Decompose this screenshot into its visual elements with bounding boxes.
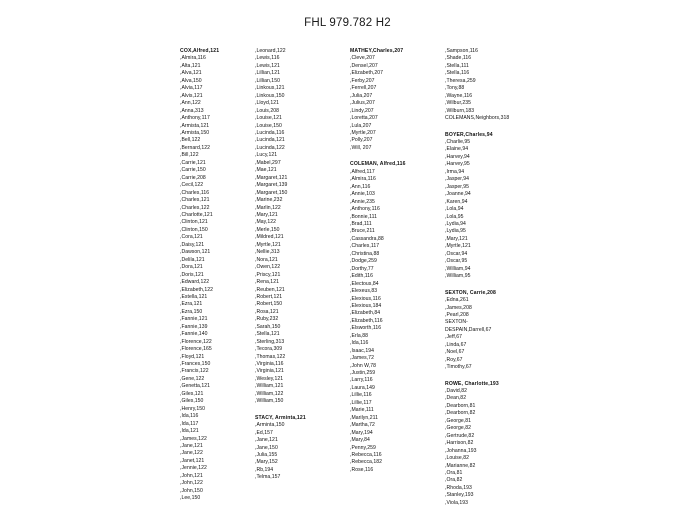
index-entry: ,John,121 <box>180 472 203 479</box>
index-entry: ,Wesley,121 <box>255 375 284 382</box>
index-entry: ,Julius,207 <box>350 100 375 107</box>
index-entry: ,Marianne,82 <box>445 462 476 469</box>
index-entry: ,Ezra,150 <box>180 308 203 315</box>
index-entry: COLEMANS,Neighbors,318 <box>445 115 510 122</box>
index-entry: ,Alfred,117 <box>350 168 375 175</box>
index-entry: ,Lydia,94 <box>445 220 466 227</box>
index-entry: ,Dearborn,81 <box>445 402 476 409</box>
index-entry: ,Carrie,208 <box>180 174 206 181</box>
index-entry: ,Daisy,121 <box>180 241 205 248</box>
index-entry: ,Penny,259 <box>350 444 376 451</box>
index-entry: ,Viola,193 <box>445 499 469 506</box>
index-entry: ,Lydia,95 <box>445 228 466 235</box>
index-entry: ,Marine,232 <box>255 197 283 204</box>
index-entry: ,Giles,121 <box>180 390 204 397</box>
surname-heading: SEXTON, Carrie,208 <box>445 289 497 296</box>
index-entry: ,Myrtle,121 <box>445 243 471 250</box>
index-entry: ,Lillian,121 <box>255 70 280 77</box>
index-entry: ,Louis,208 <box>255 107 280 114</box>
index-entry: ,Sterling,313 <box>255 338 285 345</box>
index-entry: ,Telma,157 <box>255 474 281 481</box>
surname-block-mathey <box>350 48 445 152</box>
surname-block-stacy <box>255 415 350 482</box>
index-entry: ,William,150 <box>255 398 284 405</box>
index-entry: ,David,82 <box>445 388 467 395</box>
index-entry: ,William,95 <box>445 273 471 280</box>
index-entry: ,Dodge,259 <box>350 258 377 265</box>
index-entry: ,Loretta,207 <box>350 115 378 122</box>
index-entry: ,Ferrell,207 <box>350 85 377 92</box>
index-entry: ,Lola,95 <box>445 213 464 220</box>
index-entry: ,Bill,122 <box>180 152 199 159</box>
index-entry: ,Charles,122 <box>180 204 210 211</box>
index-entry: ,John,150 <box>180 487 203 494</box>
index-entry: ,Rhoda,193 <box>445 484 472 491</box>
index-entry: ,Marlin,122 <box>255 204 281 211</box>
index-entry: ,Robert,150 <box>255 301 283 308</box>
index-entry: ,Edward,122 <box>180 279 210 286</box>
index-entry: ,Almira,116 <box>180 55 206 62</box>
index-entry: ,Lloyd,121 <box>255 100 280 107</box>
index-entry: ,Lindy,207 <box>350 107 374 114</box>
index-entry: ,Rena,121 <box>255 279 279 286</box>
index-entry: ,Marilyn,211 <box>350 414 378 421</box>
index-entry: ,Gertrude,82 <box>445 432 475 439</box>
index-entry: ,Elexious,116 <box>350 295 381 302</box>
index-entry: ,Electous,84 <box>350 280 379 287</box>
index-entry: ,Wilbur,235 <box>445 100 472 107</box>
index-entry: ,Merle,150 <box>255 226 280 233</box>
index-entry: ,Cassandra,88 <box>350 235 384 242</box>
index-entry: ,Carrie,121 <box>180 159 206 166</box>
index-entry: ,Will, 207 <box>350 144 372 151</box>
index-entry: ,Elexious,184 <box>350 302 382 309</box>
index-entry: ,Giles,150 <box>180 398 204 405</box>
index-entry: ,Arminta,150 <box>255 422 285 429</box>
index-entry: ,Genetta,121 <box>180 383 211 390</box>
index-entry: ,Bell,122 <box>180 137 201 144</box>
index-entry: ,Charlotte,121 <box>180 211 213 218</box>
index-entry: ,William,122 <box>255 390 284 397</box>
index-entry: ,May,122 <box>255 219 276 226</box>
index-entry: ,Margaret,139 <box>255 182 288 189</box>
index-entry: DESPAIN,Darrell,67 <box>445 326 492 333</box>
surname-heading: BOYER,Charles,94 <box>445 131 493 138</box>
index-entry: ,William,121 <box>255 383 284 390</box>
index-entry: ,Ruby,232 <box>255 316 279 323</box>
index-entry: ,Rosa,121 <box>255 308 279 315</box>
index-entry: ,Elizabeth,116 <box>350 317 383 324</box>
surname-heading: STACY, Arminta,121 <box>255 414 306 421</box>
index-entry: ,Julia,207 <box>350 92 373 99</box>
index-entry: ,Doris,121 <box>180 271 204 278</box>
index-entry: ,Ida,116 <box>180 413 199 420</box>
surname-heading: ROWE, Charlotte,193 <box>445 380 499 387</box>
index-entry: ,Marie,111 <box>350 407 374 414</box>
index-entry: ,Elizabeth,207 <box>350 70 383 77</box>
index-entry: ,George,82 <box>445 425 471 432</box>
index-entry: ,Dora,121 <box>180 264 203 271</box>
index-entry: ,Janet,121 <box>180 457 205 464</box>
index-entry: ,Erla,88 <box>350 332 368 339</box>
surname-block-rowe <box>445 381 595 507</box>
index-entry: ,Jane,150 <box>255 444 278 451</box>
index-entry: ,Reuben,121 <box>255 286 285 293</box>
surname-block-boyer <box>445 132 595 281</box>
index-entry: ,Ann,122 <box>180 100 201 107</box>
index-entry: ,George,81 <box>445 417 471 424</box>
index-entry: ,Mary,121 <box>255 211 278 218</box>
index-entry: ,Louise,121 <box>255 115 282 122</box>
index-entry: ,Elizabeth,122 <box>180 286 213 293</box>
index-entry: ,Mary,194 <box>350 429 373 436</box>
index-entry: ,Dorthy,77 <box>350 265 374 272</box>
index-entry: ,Jasper,94 <box>445 176 470 183</box>
index-entry: ,Margaret,150 <box>255 189 288 196</box>
index-entry: ,Martha,72 <box>350 422 375 429</box>
index-entry: ,Lillie,117 <box>350 399 372 406</box>
index-entry: ,Elaine,94 <box>445 146 469 153</box>
index-entry: ,Anthony,116 <box>350 206 380 213</box>
index-entry: ,Robert,121 <box>255 293 283 300</box>
index-entry: ,Lucinda,121 <box>255 137 285 144</box>
index-entry: ,Fannie,140 <box>180 331 208 338</box>
surname-heading: MATHEY,Charles,207 <box>350 48 404 54</box>
index-entry: ,Virginia,116 <box>255 361 284 368</box>
index-entry: ,Mary,152 <box>255 459 278 466</box>
index-entry: ,Jane,122 <box>180 450 203 457</box>
index-entry: ,Lula,207 <box>350 122 372 129</box>
index-entry: ,Lewis,121 <box>255 62 280 69</box>
index-entry: ,Irma,94 <box>445 168 465 175</box>
index-entry: ,Clinton,121 <box>180 219 208 226</box>
index-entry: ,Mabel,297 <box>255 159 281 166</box>
index-entry: ,Alva,121 <box>180 70 202 77</box>
index-entry: ,Ora,82 <box>445 477 463 484</box>
column-2 <box>255 48 350 482</box>
index-entry: ,Anna,313 <box>180 107 204 114</box>
index-entry: ,Harvey,95 <box>445 161 470 168</box>
index-entry: ,Lee,150 <box>180 495 201 502</box>
index-entry: ,Johanna,193 <box>445 447 477 454</box>
index-entry: ,Henry,150 <box>180 405 206 412</box>
surname-heading: COLEMAN, Alfred,116 <box>350 161 406 168</box>
index-entry: ,Harvey,94 <box>445 153 470 160</box>
index-entry: ,Alvis,121 <box>180 92 203 99</box>
index-entry: ,Floyd,121 <box>180 353 205 360</box>
index-entry: ,Joanne,94 <box>445 191 471 198</box>
index-entry: ,Charles,117 <box>350 243 380 250</box>
index-entry: ,Rose,116 <box>350 466 374 473</box>
index-entry: ,Larry,116 <box>350 377 373 384</box>
index-columns <box>180 48 690 507</box>
index-entry: ,Lucinda,116 <box>255 129 285 136</box>
index-entry: ,James,122 <box>180 435 207 442</box>
index-entry: ,Bernard,122 <box>180 144 211 151</box>
surname-block-coleman <box>350 161 445 474</box>
index-entry: ,John W,78 <box>350 362 376 369</box>
index-entry: ,Bonnie,111 <box>350 213 377 220</box>
index-entry: ,Edna,261 <box>445 297 469 304</box>
index-entry: ,Elizabeth,84 <box>350 310 381 317</box>
index-entry: ,Cleve,207 <box>350 55 375 62</box>
surname-block-sexton <box>445 290 595 372</box>
index-entry: ,Lucy,121 <box>255 152 278 159</box>
index-entry: ,Isaac,194 <box>350 347 375 354</box>
surname-heading: COX,Alfred,121 <box>180 48 220 54</box>
index-entry: ,Wayne,116 <box>445 92 473 99</box>
index-entry: ,Elsworth,116 <box>350 325 382 332</box>
column-1 <box>180 48 255 503</box>
index-entry: ,Fannie,139 <box>180 323 208 330</box>
index-entry: ,Delila,121 <box>180 256 205 263</box>
index-entry: ,Florence,165 <box>180 346 212 353</box>
index-entry: ,Jasper,95 <box>445 183 470 190</box>
index-entry: ,Fannie,121 <box>180 316 208 323</box>
index-entry: ,Myrtle,207 <box>350 129 376 136</box>
index-entry: ,Clinton,150 <box>180 226 208 233</box>
index-entry: ,Linda,67 <box>445 341 467 348</box>
column-4 <box>445 48 595 507</box>
index-entry: ,Julia,155 <box>255 452 278 459</box>
index-entry: ,Lewis,116 <box>255 55 280 62</box>
index-entry: ,Ida,116 <box>350 340 369 347</box>
index-entry: ,Densel,207 <box>350 62 378 69</box>
index-entry: SEXTON- <box>445 319 468 326</box>
index-entry: ,Rb,194 <box>255 466 274 473</box>
surname-block-continued <box>255 48 350 406</box>
index-entry: ,Alva,150 <box>180 77 202 84</box>
index-entry: ,Annie,103 <box>350 191 375 198</box>
index-entry: ,Charles,116 <box>180 189 210 196</box>
index-entry: ,Noel,67 <box>445 349 465 356</box>
index-entry: ,Harrison,82 <box>445 440 474 447</box>
index-entry: ,Stella,121 <box>255 331 280 338</box>
index-entry: ,Elexeus,83 <box>350 288 378 295</box>
index-entry: ,Frances,150 <box>180 361 211 368</box>
index-entry: ,Nellie,313 <box>255 249 280 256</box>
index-entry: ,Nora,121 <box>255 256 278 263</box>
index-entry: ,Mae,121 <box>255 167 277 174</box>
index-entry: ,Louise,150 <box>255 122 282 129</box>
index-entry: ,Brad,111 <box>350 220 372 227</box>
index-entry: ,Edith,116 <box>350 273 374 280</box>
index-entry: ,Margaret,121 <box>255 174 288 181</box>
index-entry: ,Virginia,121 <box>255 368 284 375</box>
index-entry: ,Theresa,259 <box>445 77 476 84</box>
index-entry: ,Mildred,121 <box>255 234 284 241</box>
index-entry: ,Jane,121 <box>180 443 203 450</box>
index-entry: ,Rebecca,116 <box>350 452 382 459</box>
index-entry: ,Armista,121 <box>180 122 210 129</box>
index-entry: ,Sampson,116 <box>445 48 479 54</box>
index-entry: ,Owen,122 <box>255 264 281 271</box>
index-entry: ,Gene,122 <box>180 375 205 382</box>
index-entry: ,Anthony,117 <box>180 115 210 122</box>
index-entry: ,James,208 <box>445 304 472 311</box>
surname-block-continued <box>445 48 595 123</box>
index-entry: ,Jeff,67 <box>445 334 463 341</box>
index-entry: ,Tony,88 <box>445 85 465 92</box>
index-entry: ,Armista,150 <box>180 129 210 136</box>
index-entry: ,Charlie,95 <box>445 138 471 145</box>
index-entry: ,Laura,149 <box>350 384 375 391</box>
index-entry: ,Polly,207 <box>350 137 373 144</box>
index-entry: ,Louise,82 <box>445 455 470 462</box>
index-entry: ,Pearl,208 <box>445 311 469 318</box>
index-entry: ,Ora,81 <box>445 470 463 477</box>
index-entry: ,Cora,121 <box>180 234 203 241</box>
index-entry: ,Mary,121 <box>445 235 468 242</box>
index-entry: ,Ferby,207 <box>350 77 375 84</box>
index-entry: ,Ezra,121 <box>180 301 203 308</box>
index-entry: ,Ida,121 <box>180 428 199 435</box>
index-entry: ,Oscar,95 <box>445 258 468 265</box>
index-entry: ,Myrtle,121 <box>255 241 281 248</box>
index-entry: ,Timothy,67 <box>445 364 472 371</box>
index-entry: ,Jane,121 <box>255 437 278 444</box>
index-entry: ,Shade,116 <box>445 55 472 62</box>
index-entry: ,Carrie,150 <box>180 167 206 174</box>
index-entry: ,Ida,117 <box>180 420 199 427</box>
index-entry: ,Christina,88 <box>350 250 380 257</box>
index-entry: ,Oscar,94 <box>445 250 468 257</box>
index-entry: ,Linkous,121 <box>255 85 285 92</box>
surname-block-cox <box>180 48 255 503</box>
index-entry: ,Ann,116 <box>350 183 371 190</box>
index-entry: ,Leonard,122 <box>255 48 286 54</box>
index-entry: ,Justin,259 <box>350 370 376 377</box>
index-entry: ,Bruce,211 <box>350 228 375 235</box>
index-entry: ,Ed,157 <box>255 429 273 436</box>
index-entry: ,Tecora,309 <box>255 346 283 353</box>
index-entry: ,James,72 <box>350 355 374 362</box>
index-entry: ,Alvia,117 <box>180 85 203 92</box>
index-entry: ,Lola,94 <box>445 206 464 213</box>
index-entry: ,Almira,116 <box>350 176 376 183</box>
index-entry: ,Lillie,116 <box>350 392 372 399</box>
index-entry: ,Francis,122 <box>180 368 209 375</box>
index-entry: ,Lillian,150 <box>255 77 280 84</box>
index-entry: ,Dawson,121 <box>180 249 211 256</box>
index-entry: ,Florence,122 <box>180 338 212 345</box>
index-entry: ,John,122 <box>180 480 203 487</box>
index-entry: ,Lucinda,122 <box>255 144 285 151</box>
column-3 <box>350 48 445 474</box>
index-entry: ,Mary,84 <box>350 437 370 444</box>
index-entry: ,Rebecca,182 <box>350 459 383 466</box>
index-entry: ,Sarah,150 <box>255 323 281 330</box>
index-entry: ,Priscy,121 <box>255 271 281 278</box>
index-entry: ,Stella,116 <box>445 70 470 77</box>
index-entry: ,Roy,67 <box>445 356 463 363</box>
index-entry: ,Stella,111 <box>445 62 469 69</box>
index-entry: ,William,94 <box>445 265 471 272</box>
index-entry: ,Jennie,122 <box>180 465 207 472</box>
index-entry: ,Thomas,122 <box>255 353 286 360</box>
index-entry: ,Linkous,150 <box>255 92 285 99</box>
index-entry: ,Dean,82 <box>445 395 467 402</box>
index-entry: ,Estella,121 <box>180 293 208 300</box>
index-entry: ,Karen,94 <box>445 198 468 205</box>
index-entry: ,Stanley,193 <box>445 492 474 499</box>
index-entry: ,Wilburn,183 <box>445 107 475 114</box>
index-entry: ,Dearborn,82 <box>445 410 476 417</box>
index-entry: ,Annie,235 <box>350 198 375 205</box>
index-entry: ,Cecil,122 <box>180 182 204 189</box>
page-title: FHL 979.782 H2 <box>304 17 391 29</box>
index-entry: ,Charles,121 <box>180 197 210 204</box>
index-entry: ,Alta,121 <box>180 62 201 69</box>
